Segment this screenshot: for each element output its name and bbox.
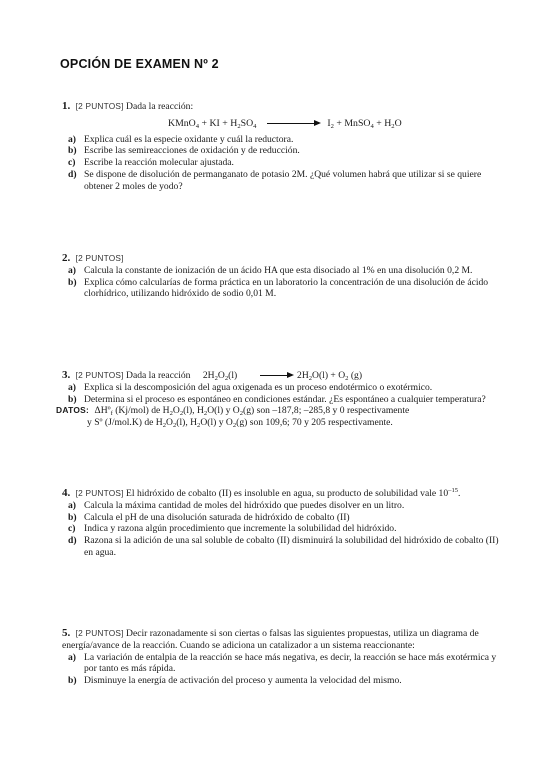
reaction-reactants: $2H_2O_2(l)$ [202, 370, 238, 382]
list-item: b) Determina si el proceso es espontáneo en condiciones estándar. ¿Es espontáneo a cualquier temperatura? [68, 393, 486, 405]
list-item: b) Disminuye la energía de activación del proceso y aumenta la velocidad del mismo. [68, 675, 402, 687]
list-item: b) Explica cómo calcularías de forma práctica en un laboratorio la concentración de una disolución de ácido clorhídrico, utilizando hidróxido de sodio 0,01 M. [68, 276, 489, 300]
question-3-header [62, 370, 502, 382]
question-4-header [62, 488, 502, 500]
list-item: d) Razona si la adición de una sal soluble de cobalto (II) disminuirá la solubilidad del hidróxido de cobalto (II) en agua. [68, 535, 499, 558]
question-number: 3. [62, 369, 71, 381]
list-item: c) Indica y razona algún procedimiento que incremente la solubilidad del hidróxido. [68, 523, 397, 535]
data-line-1: ΔHº$_f$ (Kj/mol) de $H_2O_2(l)$, $H_2O(l)$ y $O_2(g)$ son –187,8; –285,8 y 0 respectivamente [94, 405, 410, 418]
question-intro: El hidróxido de cobalto (II) es insoluble en agua, su producto de solubilidad vale $10^{-15}$. [126, 486, 461, 499]
question-number: 4. [62, 487, 71, 499]
data-label: DATOS: [56, 405, 90, 416]
question-number: 2. [62, 252, 71, 264]
reaction-equation [168, 118, 502, 130]
list-item: a) La variación de entalpia de la reacción se hace más negativa, es decir, la reacción se hace más exotérmica y por tanto es más rápida. [68, 651, 497, 675]
question-number: 5. [62, 627, 71, 639]
reaction-arrow-icon [267, 123, 319, 124]
list-item: d) Se dispone de disolución de permanganato de potasio 2M. ¿Qué volumen habrá que utilizar si se quiere obtener 2 moles de yodo? [68, 168, 482, 192]
data-block [56, 405, 502, 417]
points-label: [2 PUNTOS] [75, 488, 124, 498]
points-label: [2 PUNTOS] [75, 253, 124, 263]
question-intro: Dada la reacción [126, 370, 191, 381]
question-4 [62, 488, 502, 559]
question-2 [62, 253, 502, 300]
question-5 [62, 628, 502, 687]
data-line-2: y Sº (J/mol.K) de $H_2O_2(l)$, $H_2O(l)$ y $O_2(g)$ son 109,6; 70 y 205 respectivamente. [87, 417, 393, 430]
question-intro: Dada la reacción: [126, 101, 194, 112]
list-item: a) Explica cuál es la especie oxidante y cuál la reductora. [68, 133, 294, 145]
list-item: a) Explica si la descomposición del agua oxigenada es un proceso endotérmico o exotérmico. [68, 381, 433, 393]
list-item: b) Escribe las semireacciones de oxidación y de reducción. [68, 145, 300, 157]
reaction-products: $I_2$ + MnSO$_4$ + $H_2O$ [327, 117, 402, 130]
question-5-header [62, 628, 502, 652]
points-label: [2 PUNTOS] [75, 101, 124, 111]
question-1-header [62, 101, 502, 113]
list-item: a) Calcula la constante de ionización de un ácido HA que esta disociado al 1% en una disolución 0,2 M. [68, 264, 473, 276]
question-3 [56, 369, 502, 430]
list-item: a) Calcula la máxima cantidad de moles del hidróxido que puedes disolver en un litro. [68, 499, 405, 511]
points-label: [2 PUNTOS] [75, 370, 124, 380]
reaction-products: $2H_2O(l) + O_2$ (g) [297, 370, 363, 382]
list-item: c) Escribe la reacción molecular ajustada. [68, 157, 234, 169]
list-item: b) Calcula el pH de una disolución saturada de hidróxido de cobalto (II) [68, 511, 350, 523]
reaction-equation [203, 370, 362, 381]
question-number: 1. [62, 100, 71, 112]
question-1 [62, 101, 502, 193]
reaction-arrow-icon [260, 375, 292, 376]
points-label: [2 PUNTOS] [75, 628, 124, 638]
reaction-reactants: KMnO$_4$ + KI + $H_2SO_4$ [168, 117, 257, 130]
question-2-header [62, 253, 502, 265]
question-intro: Decir razonadamente si son ciertas o falsas las siguientes propuestas, utiliza un diagrama de energía/avance de la reacción. Cuando se adiciona un catalizador a un sistema reaccionante: [62, 628, 479, 651]
exam-title: OPCIÓN DE EXAMEN Nº 2 [60, 57, 219, 71]
